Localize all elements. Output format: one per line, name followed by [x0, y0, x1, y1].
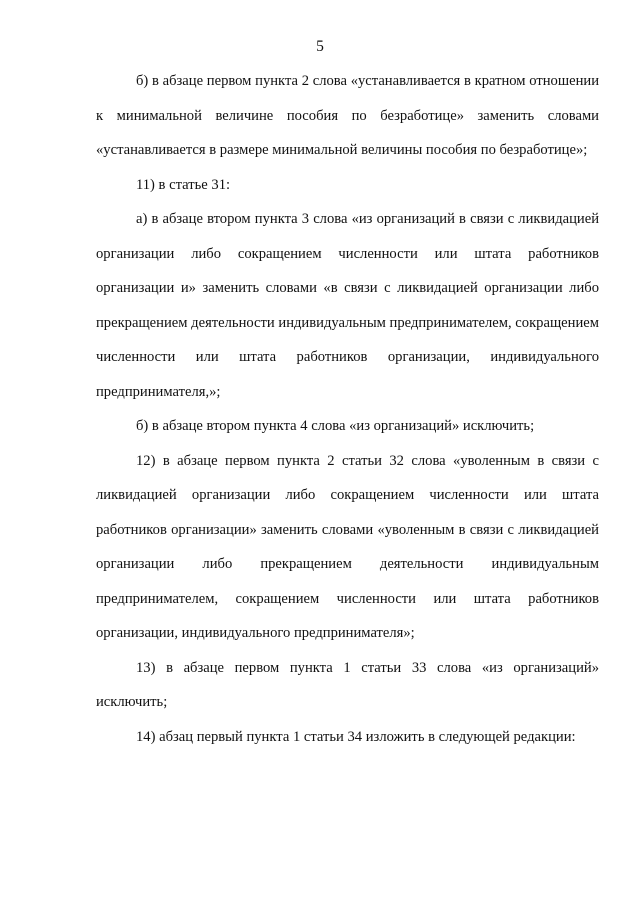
paragraph-b-article-item-2: б) в абзаце первом пункта 2 слова «устанавливается в кратном отношении к минимальной величине пособия по безработице» заменить словами «устанавливается в размере минимальной величины пособия по безработице»; — [96, 73, 599, 158]
paragraph-b-item-4: б) в абзаце втором пункта 4 слова «из организаций» исключить; — [136, 418, 535, 434]
paragraph-14-article-34: 14) абзац первый пункта 1 статьи 34 изложить в следующей редакции: — [136, 728, 576, 745]
paragraph-a-item-3: а) в абзаце втором пункта 3 слова «из организаций в связи с ликвидацией организации либо сокращением численности или штата работников организации и» заменить словами «в связи с ликвидацией организации либо прекращением деятельности индивидуальным предпринимателем, сокращением численности или штата работников организации, индивидуального предпринимателя,»; — [96, 211, 599, 400]
document-body — [96, 64, 599, 754]
paragraph-12-article-32: 12) в абзаце первом пункта 2 статьи 32 слова «уволенным в связи с ликвидацией организации либо сокращением численности или штата работников организации» заменить словами «уволенным в связи с ликвидацией организации либо прекращением деятельности индивидуальным предпринимателем, сокращением численности или штата работников организации, индивидуального предпринимателя»; — [96, 452, 599, 641]
paragraph-11-article-31: 11) в статье 31: — [136, 176, 231, 193]
paragraph-13-article-33: 13) в абзаце первом пункта 1 статьи 33 слова «из организаций» исключить; — [96, 659, 599, 710]
page-number: 5 — [316, 38, 324, 55]
